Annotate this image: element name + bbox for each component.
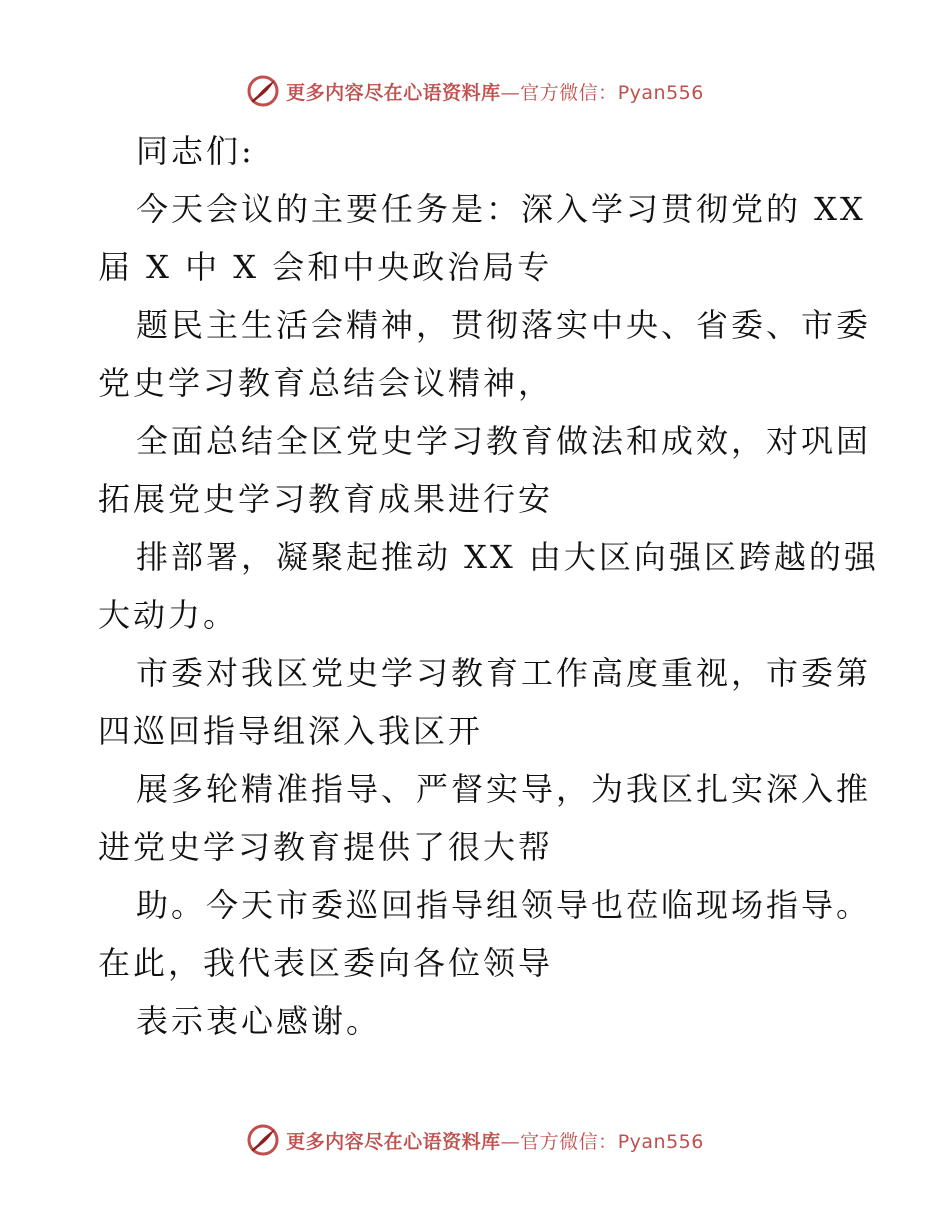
text-line: 四巡回指导组深入我区开	[98, 712, 484, 750]
text-line: 同志们:	[136, 132, 255, 170]
watermark-brand: 更多内容尽在心语资料库	[286, 1130, 501, 1153]
document-body	[98, 122, 879, 1050]
text-line: 全面总结全区党史学习教育做法和成效，对巩固	[136, 422, 872, 460]
text-line: 今天会议的主要任务是：深入学习贯彻党的 XX	[136, 190, 866, 228]
watermark-contact-id: Pyan556	[617, 81, 704, 104]
text-line: 届 X 中 X 会和中央政治局专	[98, 248, 553, 286]
watermark-contact-label: 官方微信：	[520, 1130, 618, 1153]
text-line: 助。今天市委巡回指导组领导也莅临现场指导。	[136, 886, 872, 924]
text-line: 在此，我代表区委向各位领导	[98, 944, 554, 982]
watermark-brand: 更多内容尽在心语资料库	[286, 81, 501, 104]
feather-pen-logo-icon	[246, 74, 280, 108]
watermark-contact-label: 官方微信：	[520, 81, 618, 104]
text-line: 大动力。	[98, 596, 239, 634]
text-line: 进党史学习教育提供了很大帮	[98, 828, 554, 866]
text-line: 排部署，凝聚起推动 XX 由大区向强区跨越的强	[136, 538, 879, 576]
footer-watermark	[0, 1120, 950, 1160]
text-line: 市委对我区党史学习教育工作高度重视，市委第	[136, 654, 872, 692]
text-line: 拓展党史学习教育成果进行安	[98, 480, 554, 518]
text-line: 表示衷心感谢。	[136, 1002, 382, 1040]
text-line: 展多轮精准指导、严督实导，为我区扎实深入推	[136, 770, 872, 808]
header-watermark	[0, 71, 950, 111]
watermark-separator: —	[500, 1130, 521, 1153]
text-line: 党史学习教育总结会议精神，	[98, 364, 554, 402]
watermark-contact-id: Pyan556	[617, 1130, 704, 1153]
text-line: 题民主生活会精神，贯彻落实中央、省委、市委	[136, 306, 872, 344]
watermark-separator: —	[500, 81, 521, 104]
feather-pen-logo-icon	[246, 1123, 280, 1157]
